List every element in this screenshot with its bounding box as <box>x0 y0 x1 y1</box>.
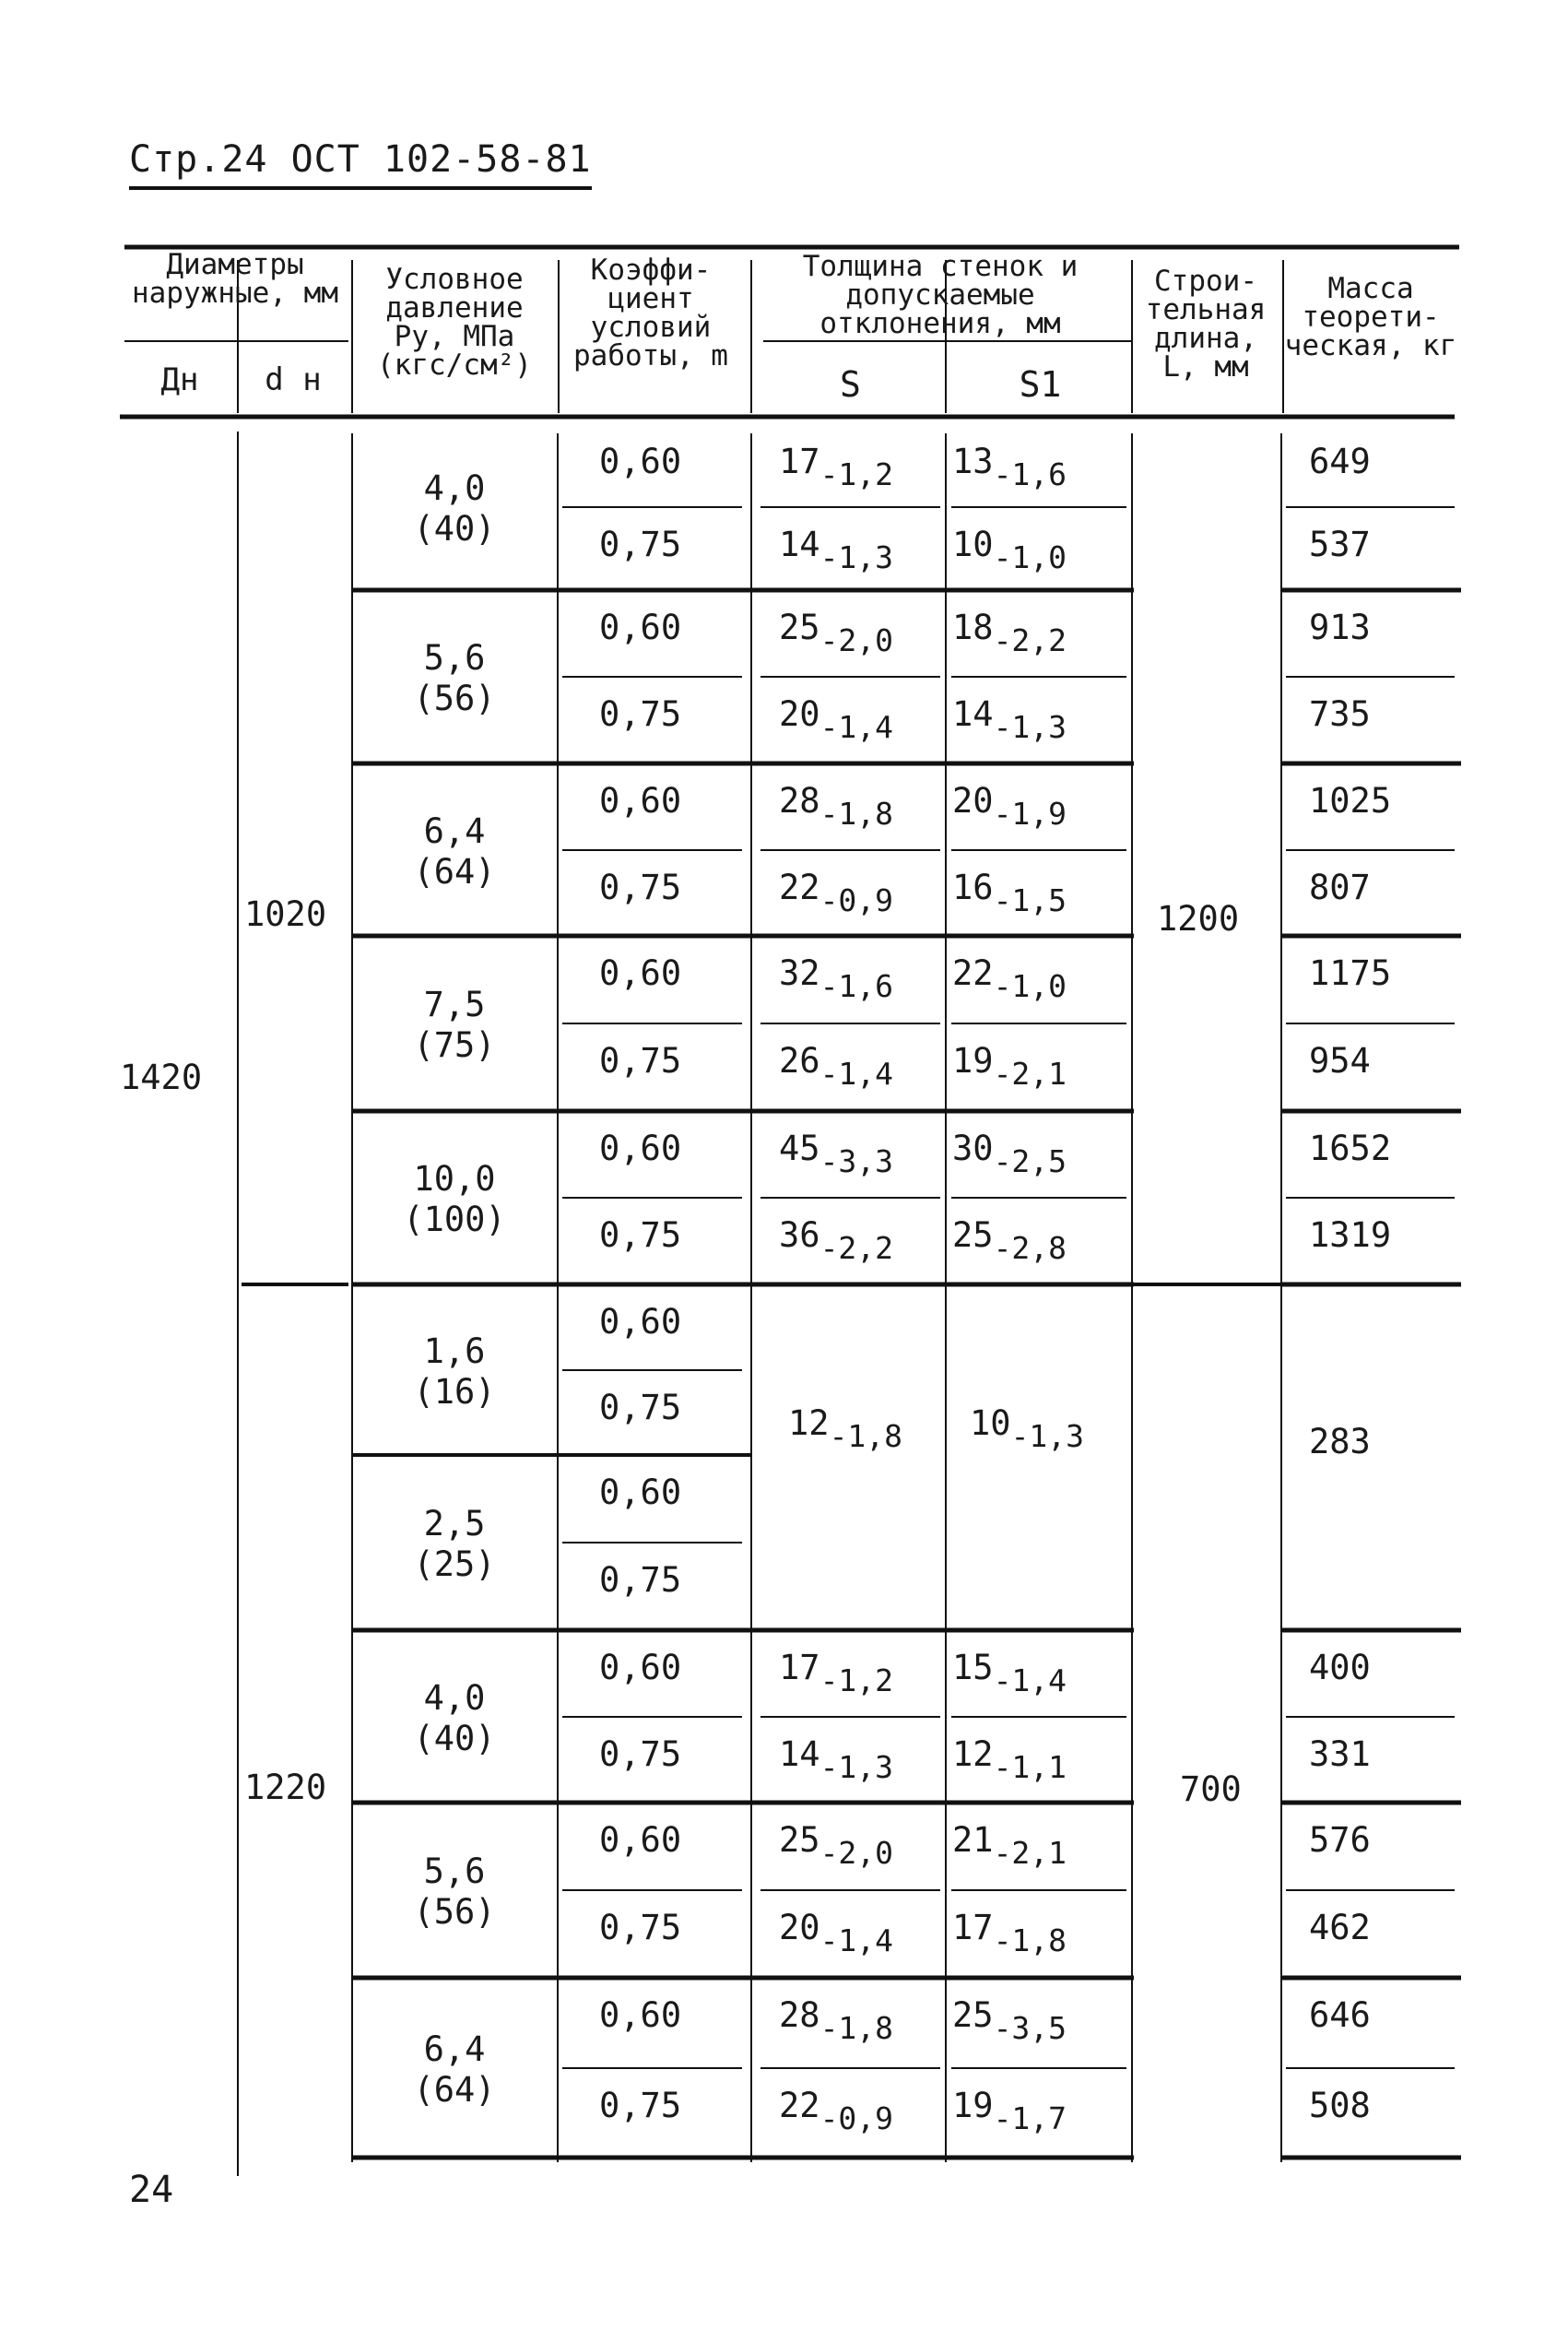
mass-cell: 646 <box>1309 1995 1371 2035</box>
s-cell: 20-1,4 <box>779 694 894 745</box>
mass-cell: 1652 <box>1309 1129 1392 1168</box>
s1-cell: 16-1,5 <box>952 867 1067 918</box>
length-value-1200: 1200 <box>1157 899 1240 939</box>
coef-cell: 0,75 <box>599 525 682 564</box>
coef-cell: 0,75 <box>599 2085 682 2125</box>
dh-value-1020: 1020 <box>244 894 327 934</box>
pressure-cell: 4,0 (40) <box>413 468 496 550</box>
s-cell: 22-0,9 <box>779 2085 894 2136</box>
pressure-cell: 1,6 (16) <box>413 1331 496 1412</box>
mass-cell: 735 <box>1309 694 1371 734</box>
s1-cell: 18-2,2 <box>952 608 1067 658</box>
pressure-cell: 7,5 (75) <box>413 985 496 1066</box>
mass-cell: 807 <box>1309 867 1371 907</box>
header-dn: Дн <box>160 361 199 398</box>
coef-cell: 0,60 <box>599 1302 682 1342</box>
s-cell: 28-1,8 <box>779 781 894 832</box>
coef-cell: 0,75 <box>599 1387 682 1427</box>
mass-cell: 576 <box>1309 1820 1371 1860</box>
mass-cell: 1319 <box>1309 1215 1392 1255</box>
s-cell: 14-1,3 <box>779 1733 894 1785</box>
coef-cell: 0,60 <box>599 781 682 821</box>
pressure-cell: 10,0 (100) <box>403 1159 506 1240</box>
coef-cell: 0,75 <box>599 1908 682 1947</box>
page-header: Стр.24 ОСТ 102-58-81 <box>129 138 592 190</box>
s1-cell: 20-1,9 <box>952 781 1067 832</box>
mass-cell: 331 <box>1309 1733 1371 1774</box>
s-cell: 25-2,0 <box>779 1820 894 1871</box>
s-cell: 26-1,4 <box>779 1041 894 1092</box>
pressure-cell: 5,6 (56) <box>413 1851 496 1933</box>
mass-cell: 400 <box>1309 1648 1371 1687</box>
header-s1: S1 <box>1019 364 1062 405</box>
header-mass: Масса теорети- ческая, кг <box>1284 272 1457 362</box>
coef-cell: 0,60 <box>599 608 682 647</box>
s1-cell: 14-1,3 <box>952 694 1067 745</box>
length-value-700: 700 <box>1180 1769 1242 1809</box>
mass-cell: 913 <box>1309 608 1371 647</box>
coef-cell: 0,75 <box>599 1560 682 1600</box>
coef-cell: 0,60 <box>599 1473 682 1512</box>
s1-cell: 21-2,1 <box>952 1820 1067 1871</box>
page-number: 24 <box>129 2169 174 2211</box>
header-length: Строи- тельная длина, L, мм <box>1145 265 1267 384</box>
shared-s1: 10-1,3 <box>970 1403 1085 1454</box>
s1-cell: 25-2,8 <box>952 1215 1067 1266</box>
coef-cell: 0,75 <box>599 1041 682 1081</box>
coef-cell: 0,60 <box>599 1995 682 2035</box>
pressure-cell: 6,4 (64) <box>413 810 496 892</box>
coef-cell: 0,75 <box>599 867 682 907</box>
header-diameters: Диаметры наружные, мм <box>132 248 338 310</box>
coef-cell: 0,60 <box>599 1129 682 1168</box>
s1-cell: 19-2,1 <box>952 1041 1067 1092</box>
pressure-cell: 6,4 (64) <box>413 2028 496 2110</box>
s-cell: 36-2,2 <box>779 1215 894 1266</box>
coef-cell: 0,75 <box>599 1215 682 1255</box>
coef-cell: 0,60 <box>599 953 682 993</box>
pressure-cell: 5,6 (56) <box>413 638 496 719</box>
s-cell: 17-1,2 <box>779 1648 894 1698</box>
s1-cell: 13-1,6 <box>952 442 1067 492</box>
s-cell: 45-3,3 <box>779 1129 894 1179</box>
header-s: S <box>840 364 861 405</box>
s-cell: 25-2,0 <box>779 608 894 658</box>
s-cell: 32-1,6 <box>779 953 894 1004</box>
dh-value-1220: 1220 <box>244 1768 327 1807</box>
s1-cell: 17-1,8 <box>952 1908 1067 1958</box>
s1-cell: 19-1,7 <box>952 2085 1067 2136</box>
s1-cell: 22-1,0 <box>952 953 1067 1004</box>
mass-cell: 649 <box>1309 442 1371 481</box>
header-coefficient: Коэффи- циент условий работы, m <box>573 254 728 373</box>
header-pressure: Условное давление Ру, МПа (кгс/см²) <box>377 263 532 382</box>
s1-cell: 25-3,5 <box>952 1995 1067 2046</box>
coef-cell: 0,60 <box>599 1820 682 1860</box>
s-cell: 20-1,4 <box>779 1908 894 1958</box>
coef-cell: 0,60 <box>599 1648 682 1687</box>
dn-value: 1420 <box>120 1058 203 1097</box>
coef-cell: 0,60 <box>599 442 682 481</box>
mass-cell: 537 <box>1309 525 1371 564</box>
s-cell: 22-0,9 <box>779 867 894 918</box>
mass-cell: 508 <box>1309 2085 1371 2125</box>
coef-cell: 0,75 <box>599 694 682 734</box>
s1-cell: 30-2,5 <box>952 1129 1067 1179</box>
shared-mass: 283 <box>1309 1422 1371 1461</box>
mass-cell: 462 <box>1309 1908 1371 1947</box>
s-cell: 14-1,3 <box>779 525 894 575</box>
s1-cell: 12-1,1 <box>952 1733 1067 1785</box>
pressure-cell: 4,0 (40) <box>413 1677 496 1758</box>
mass-cell: 1025 <box>1309 781 1392 821</box>
s1-cell: 15-1,4 <box>952 1648 1067 1698</box>
pressure-cell: 2,5 (25) <box>413 1504 496 1585</box>
header-dh: d н <box>265 361 322 398</box>
mass-cell: 954 <box>1309 1041 1371 1081</box>
shared-s: 12-1,8 <box>788 1403 903 1454</box>
header-wall-thickness: Толщина стенок и допускаемые отклонения, мм <box>802 250 1079 340</box>
mass-cell: 1175 <box>1309 953 1392 993</box>
coef-cell: 0,75 <box>599 1733 682 1774</box>
s-cell: 28-1,8 <box>779 1995 894 2046</box>
s1-cell: 10-1,0 <box>952 525 1067 575</box>
s-cell: 17-1,2 <box>779 442 894 492</box>
